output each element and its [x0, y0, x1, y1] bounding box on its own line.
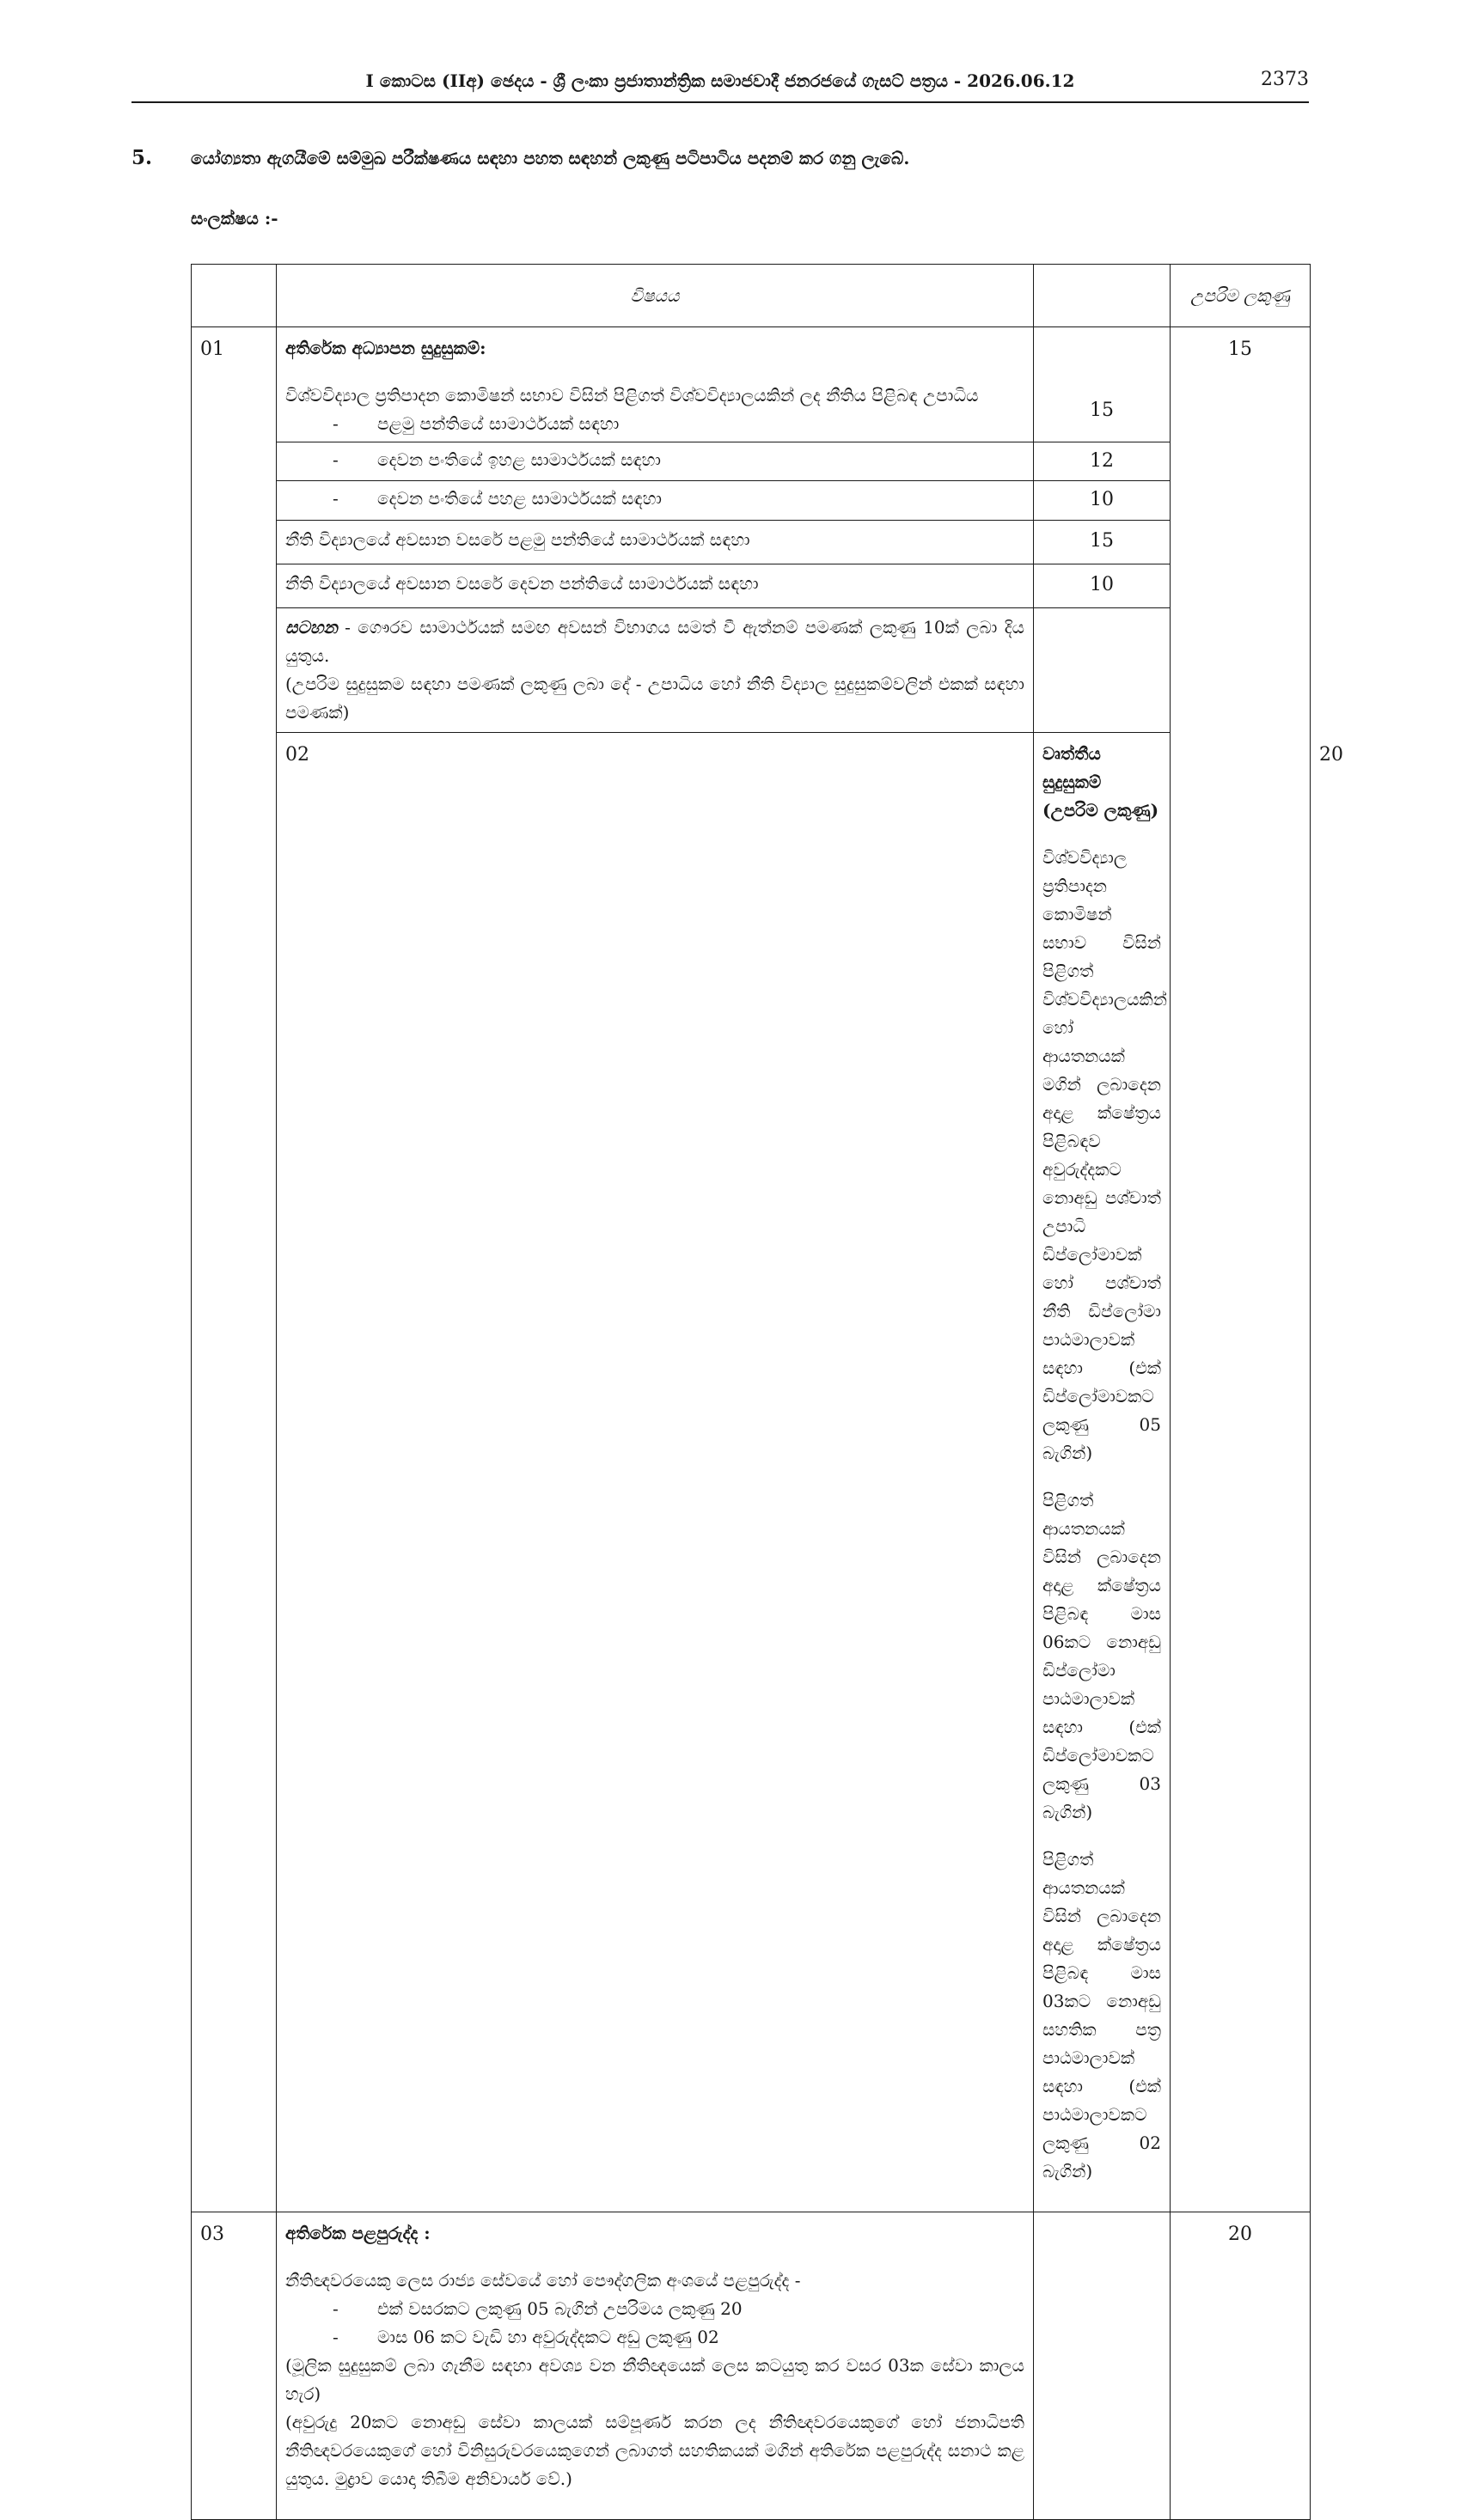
paragraph: පිළිගත් ආයතනයක් විසින් ලබාදෙන අදාළ ක්ෂේත්‍රය පිළිබඳ මාස 03කට නොඅඩු සහතික පත්‍ර පාඨමාලාවක් සඳහා (එක් පාඨමාලාවකට ලකුණු 02 බැගින්)	[1042, 1849, 1161, 2182]
item-marks: 10	[1034, 564, 1171, 607]
table-row	[192, 564, 1311, 607]
row-content: නීති විද්‍යාලයේ අවසාන වසරේ පළමු පන්තියේ සාමාර්ථයක් සඳහා	[277, 520, 1034, 564]
item-marks: 15	[1034, 520, 1171, 564]
row-title: වෘත්තීය සුදුසුකම් (උපරිම ලකුණු)	[1042, 743, 1159, 821]
item-marks: 12	[1034, 442, 1171, 481]
table-row	[192, 520, 1311, 564]
header-subject: විෂයය	[277, 265, 1034, 327]
note-label: සටහන	[285, 617, 338, 638]
row-number: 02	[277, 733, 1034, 2212]
row-title: අතිරේක අධ්‍යාපන සුදුසුකම්:	[285, 338, 486, 358]
row-number: 03	[192, 2212, 277, 2520]
header-title: I කොටස (IIඅ) ඡෙදය - ශ්‍රී ලංකා ප්‍රජාතාන්ත්‍රික සමාජවාදී ජනරජයේ ගැසට් පත්‍රය - 2026.06.12	[365, 70, 1075, 91]
table-row	[192, 608, 1311, 733]
header-max-marks: උපරිම ලකුණු	[1171, 265, 1311, 327]
item-marks: 10	[1034, 481, 1171, 520]
header-marks-cell	[1034, 265, 1171, 327]
marks-table	[191, 264, 1343, 2520]
list-item: - පළමු පන්තියේ සාමාර්ථයක් සඳහා	[333, 413, 620, 434]
note: සටහන - ගෞරව සාමාර්ථයක් සමඟ අවසන් විභාගය සමත් වී ඇත්නම් පමණක් ලකුණු 10ක් ලබා දිය යුතුය.	[285, 617, 1024, 667]
note-cell	[277, 608, 1034, 733]
item-marks: 15	[1034, 327, 1171, 442]
paragraph: පිළිගත් ආයතනයක් විසින් ලබාදෙන අදාළ ක්ෂේත්‍රය පිළිබඳ මාස 06කට නොඅඩු ඩිප්ලෝමා පාඨමාලාවක් සඳහා (එක් ඩිප්ලෝමාවකට ලකුණු 03 බැගින්)	[1042, 1490, 1161, 1823]
row-content	[277, 481, 1034, 520]
paragraph: (මූලික සුදුසුකම් ලබා ගැනීම සඳහා අවශ්‍ය වන නීතිඥයෙක් ලෙස කටයුතු කර වසර 03ක සේවා කාලය හැර)	[285, 2355, 1024, 2405]
table-row: 02 වෘත්තීය සුදුසුකම් (උපරිම ලකුණු) විශ්වවිද්‍යාල ප්‍රතිපාදන කොමිෂන් සභාව විසින් පිළිගත් විශ්වවිද්‍යාලයකින් හෝ ආයතනයක් මගින් ලබාදෙන අදාළ ක්ෂේත්‍රය පිළිබඳව අවුරුද්දකට නොඅඩු පශ්චාත් උපාධි ඩිප්ලෝමාවක් හෝ පශ්චාත් නීති ඩිප්ලෝමා පාඨමාලාවක් සඳහා (එක් ඩිප්ලෝමාවකට ලකුණු 05 බැගින්) පිළිගත් ආයතනයක් විසින් ලබාදෙන අදාළ ක්ෂේත්‍රය පිළිබඳ මාස 06කට නොඅඩු ඩිප්ලෝමා පාඨමාලාවක් සඳහා (එක් ඩිප්ලෝමාවකට ලකුණු 03 බැගින්) පිළිගත් ආයතනයක් විසින් ලබාදෙන අදාළ ක්ෂේත්‍රය පිළිබඳ මාස 03කට නොඅඩු සහතික පත්‍ර පාඨමාලාවක් සඳහා (එක් පාඨමාලාවකට ලකුණු 02 බැගින්) 20	[192, 733, 1311, 2212]
gazette-header	[131, 67, 1309, 103]
table-header-row	[192, 265, 1311, 327]
list-item: - මාස 06 කට වැඩි හා අවුරුද්දකට අඩු ලකුණු 02	[333, 2327, 719, 2348]
table-row	[192, 327, 1311, 442]
row-number: 01	[192, 327, 277, 2212]
section-intro: යෝග්‍යතා ඇගයීමේ සම්මුඛ පරීක්ෂණය සඳහා පහත සඳහන් ලකුණු පටිපාටිය පදනම් කර ගනු ලැබේ.	[191, 148, 910, 168]
paragraph: විශ්වවිද්‍යාල ප්‍රතිපාදන කොමිෂන් සභාව විසින් පිළිගත් විශ්වවිද්‍යාලයකින් හෝ ආයතනයක් මගින් ලබාදෙන අදාළ ක්ෂේත්‍රය පිළිබඳව අවුරුද්දකට නොඅඩු පශ්චාත් උපාධි ඩිප්ලෝමාවක් හෝ පශ්චාත් නීති ඩිප්ලෝමා පාඨමාලාවක් සඳහා (එක් ඩිප්ලෝමාවකට ලකුණු 05 බැගින්)	[1042, 847, 1167, 1464]
row-content	[277, 2212, 1034, 2520]
summary-label: සංලක්ෂය :-	[191, 208, 278, 229]
table-row	[192, 481, 1311, 520]
empty-marks-cell	[1034, 2212, 1171, 2520]
row-content: නීති විද්‍යාලයේ අවසාන වසරේ දෙවන පන්තියේ සාමාර්ථයක් සඳහා	[277, 564, 1034, 607]
row-content	[1034, 733, 1171, 2212]
note-extra: (උපරිම සුදුසුකම සඳහා පමණක් ලකුණු ලබා දේ - උපාධිය හෝ නීති විද්‍යාල සුදුසුකම්වලින් එකක් සඳහා පමණක්)	[285, 674, 1024, 723]
section-number: 5.	[131, 146, 153, 169]
page-number: 2373	[1261, 69, 1309, 90]
degree-intro: විශ්වවිද්‍යාල ප්‍රතිපාදන කොමිෂන් සභාව විසින් පිළිගත් විශ්වවිද්‍යාලයකින් ලද නීතිය පිළිබඳ උපාධිය	[285, 385, 979, 406]
max-marks: 15	[1171, 327, 1311, 2212]
table-row	[192, 2212, 1311, 2520]
paragraph: (අවුරුදු 20කට නොඅඩු සේවා කාලයක් සම්පූර්ණ කරන ලද නීතිඥවරයෙකුගේ හෝ ජනාධිපති නීතිඥවරයෙකුගේ හෝ විනිසුරුවරයෙකුගෙන් ලබාගත් සහතිකයක් මගින් අතිරේක පළපුරුද්ද සනාථ කළ යුතුය. මුද්‍රාව යොදා තිබීම අනිවාර්ය වේ.)	[285, 2412, 1024, 2490]
row-title: අතිරේක පළපුරුද්ද :	[285, 2223, 431, 2244]
list-item: - දෙවන පංතියේ පහළ සාමාර්ථයක් සඳහා	[333, 488, 663, 509]
paragraph: නීතිඥවරයෙකු ලෙස රාජ්‍ය සේවයේ හෝ පෞද්ගලික අංශයේ පළපුරුද්ද -	[285, 2270, 801, 2291]
table-row	[192, 442, 1311, 481]
list-item: - එක් වසරකට ලකුණු 05 බැගින් උපරිමය ලකුණු 20	[333, 2298, 743, 2320]
header-no-cell	[192, 265, 277, 327]
row-content	[277, 442, 1034, 481]
row-content	[277, 327, 1034, 442]
max-marks: 20	[1171, 2212, 1311, 2520]
list-item: - දෙවන පංතියේ ඉහළ සාමාර්ථයක් සඳහා	[333, 449, 661, 470]
empty-marks-cell	[1034, 608, 1171, 733]
